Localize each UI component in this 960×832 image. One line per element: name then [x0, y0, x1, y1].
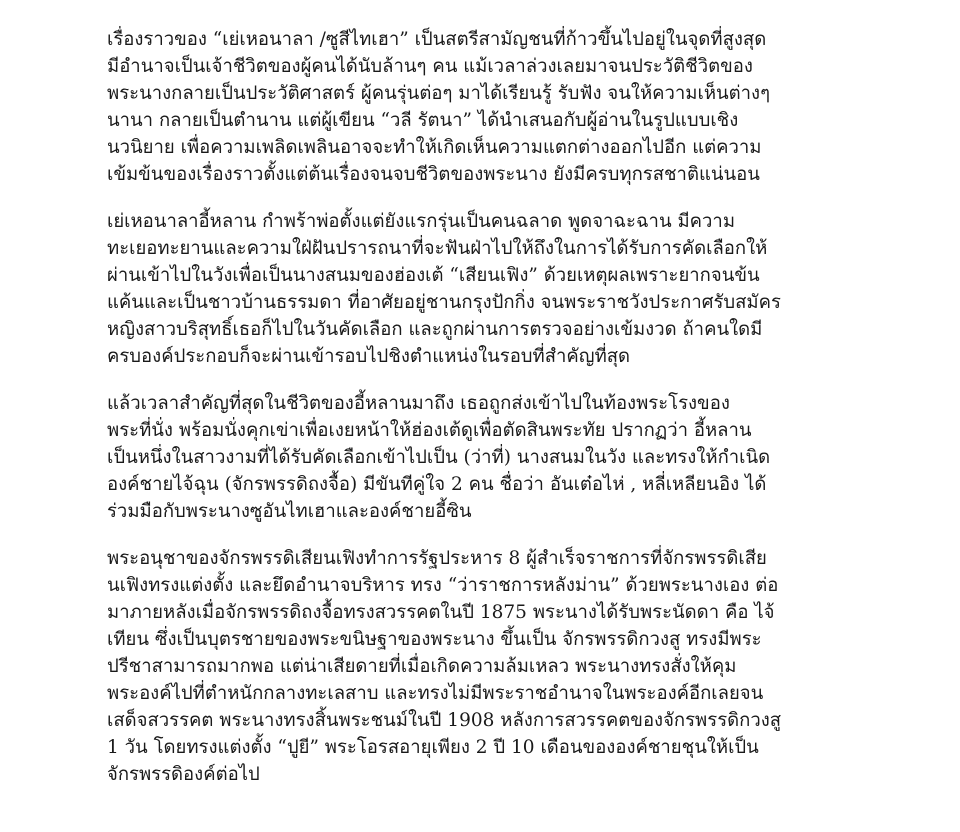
text-line: พระองค์ไปที่ตำหนักกลางทะเลสาบ และทรงไม่มีพระราชอำนาจในพระองค์อีกเลยจน [107, 683, 764, 704]
text-line: ร่วมมือกับพระนางซูอันไทเฮาและองค์ชายอี้ซิน [107, 501, 472, 522]
text-line: เรื่องราวของ “เย่เหอนาลา /ซูสีไทเฮา” เป็นสตรีสามัญชนที่ก้าวขึ้นไปอยู่ในจุดที่สูงสุด [107, 29, 767, 50]
text-line: พระที่นั่ง พร้อมนั่งคุกเข่าเพื่อเงยหน้าให้ฮ่องเต้ดูเพื่อตัดสินพระทัย ปรากฏว่า อี้หลาน [107, 420, 752, 441]
text-line: ทะเยอทะยานและความใฝ่ฝันปรารถนาที่จะฟันฝ่าไปให้ถึงในการได้รับการคัดเลือกให้ [107, 238, 768, 259]
paragraph-2 [107, 208, 847, 370]
text-line: หญิงสาวบริสุทธิ์เธอก็ไปในวันคัดเลือก และถูกผ่านการตรวจอย่างเข้มงวด ถ้าคนใดมี [107, 319, 763, 340]
text-line: เข้มข้นของเรื่องราวตั้งแต่ต้นเรื่องจนจบชีวิตของพระนาง ยังมีครบทุกรสชาติแน่นอน [107, 164, 760, 185]
text-line: เสด็จสวรรคต พระนางทรงสิ้นพระชนม์ในปี 1908 หลังการสวรรคตของจักรพรรดิกวงสู [107, 710, 782, 731]
text-line: เทียน ซึ่งเป็นบุตรชายของพระขนิษฐาของพระนาง ขึ้นเป็น จักรพรรดิกวงสู ทรงมีพระ [107, 629, 762, 650]
text-line: นเฟิงทรงแต่งตั้ง และยึดอำนาจบริหาร ทรง “ว่าราชการหลังม่าน” ด้วยพระนางเอง ต่อ [107, 575, 779, 596]
text-line: พระนางกลายเป็นประวัติศาสตร์ ผู้คนรุ่นต่อๆ มาได้เรียนรู้ รับฟัง จนให้ความเห็นต่างๆ [107, 83, 771, 104]
text-line: พระอนุชาของจักรพรรดิเสียนเฟิงทำการรัฐประหาร 8 ผู้สำเร็จราชการที่จักรพรรดิเสีย [107, 548, 767, 569]
paragraph-3 [107, 390, 847, 525]
text-line: จักรพรรดิองค์ต่อไป [107, 764, 260, 785]
text-line: 1 วัน โดยทรงแต่งตั้ง “ปูยี” พระโอรสอายุเพียง 2 ปี 10 เดือนขององค์ชายชุนให้เป็น [107, 737, 759, 758]
text-line: เย่เหอนาลาอี้หลาน กำพร้าพ่อตั้งแต่ยังแรกรุ่นเป็นคนฉลาด พูดจาฉะฉาน มีความ [107, 211, 736, 232]
text-line: มีอำนาจเป็นเจ้าชีวิตของผู้คนได้นับล้านๆ คน แม้เวลาล่วงเลยมาจนประวัติชีวิตของ [107, 56, 753, 77]
text-line: นานา กลายเป็นตำนาน แต่ผู้เขียน “วลี รัตนา” ได้นำเสนอกับผู้อ่านในรูปแบบเชิง [107, 110, 739, 131]
text-line: ปรีชาสามารถมากพอ แต่น่าเสียดายที่เมื่อเกิดความล้มเหลว พระนางทรงสั่งให้คุม [107, 656, 737, 677]
text-line: เป็นหนึ่งในสาวงามที่ได้รับคัดเลือกเข้าไปเป็น (ว่าที่) นางสนมในวัง และทรงให้กำเนิด [107, 447, 771, 468]
text-line: มาภายหลังเมื่อจักรพรรดิถงจื้อทรงสวรรคตในปี 1875 พระนางได้รับพระนัดดา คือ ไจ้ [107, 602, 775, 623]
text-line: ครบองค์ประกอบก็จะผ่านเข้ารอบไปชิงตำแหน่งในรอบที่สำคัญที่สุด [107, 346, 631, 367]
text-line: นวนิยาย เพื่อความเพลิดเพลินอาจจะทำให้เกิดเห็นความแตกต่างออกไปอีก แต่ความ [107, 137, 762, 158]
text-line: แค้นและเป็นชาวบ้านธรรมดา ที่อาศัยอยู่ชานกรุงปักกิ่ง จนพระราชวังประกาศรับสมัคร [107, 292, 781, 313]
text-line: องค์ชายไจ้ฉุน (จักรพรรดิถงจื้อ) มีขันทีคู่ใจ 2 คน ชื่อว่า อันเต๋อไห่ , หลี่เหลียนอิง ได้ [107, 474, 767, 495]
text-line: ผ่านเข้าไปในวังเพื่อเป็นนางสนมของฮ่องเต้ “เสียนเฟิง” ด้วยเหตุผลเพราะยากจนข้น [107, 265, 760, 286]
paragraph-1 [107, 26, 847, 188]
paragraph-4 [107, 545, 847, 788]
document-body [107, 26, 847, 808]
text-line: แล้วเวลาสำคัญที่สุดในชีวิตของอี้หลานมาถึง เธอถูกส่งเข้าไปในท้องพระโรงของ [107, 393, 730, 414]
